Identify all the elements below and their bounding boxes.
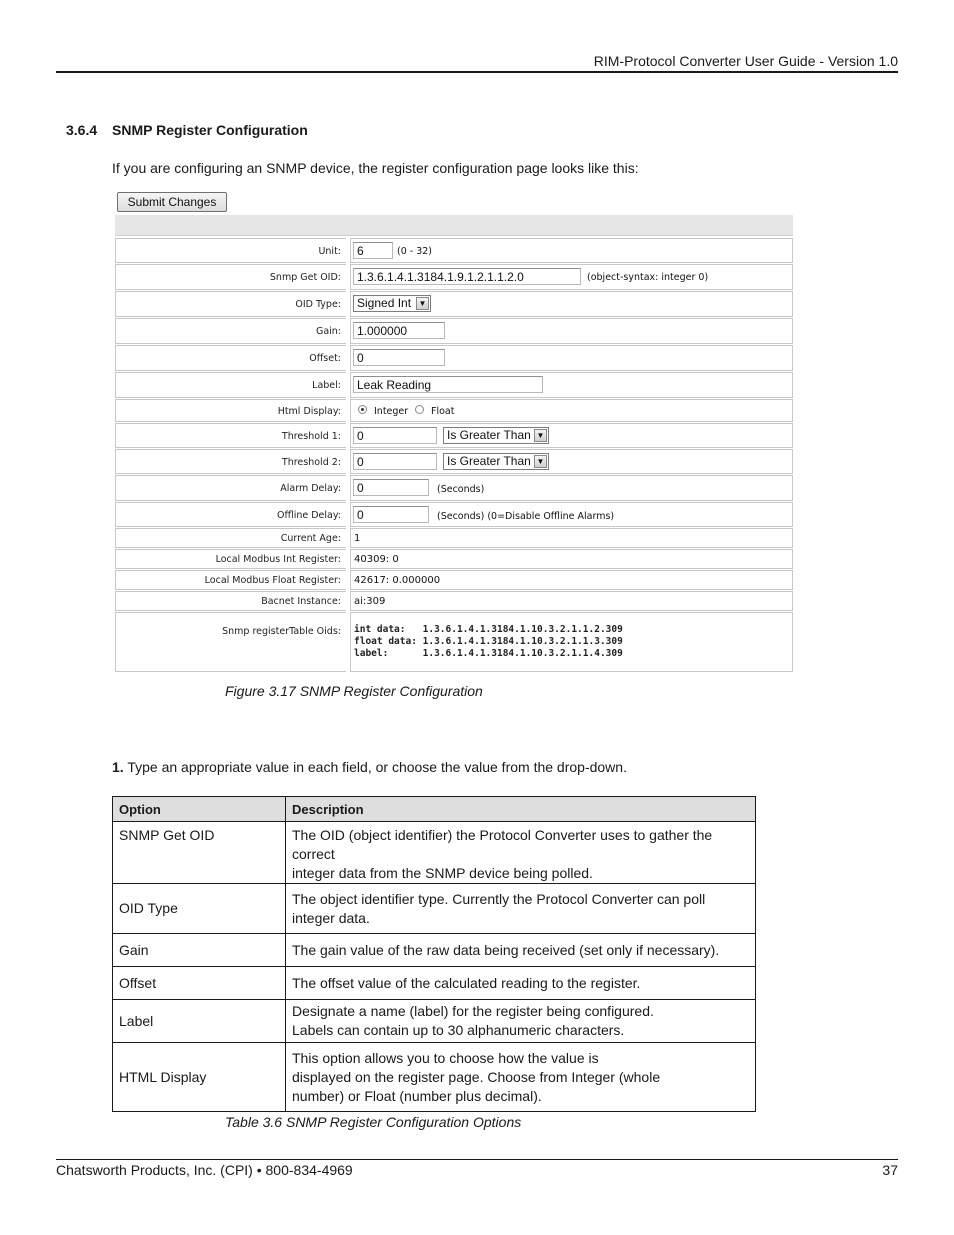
alarm-delay-label: Alarm Delay: <box>115 475 346 501</box>
form-row-modbus-float <box>115 570 793 590</box>
form-row-register-oids <box>115 612 793 672</box>
header-title: RIM-Protocol Converter User Guide - Version 1.0 <box>593 53 898 69</box>
threshold-2-label: Threshold 2: <box>115 449 346 474</box>
footer-rule <box>56 1159 898 1160</box>
table-caption: Table 3.6 SNMP Register Configuration Options <box>225 1114 522 1130</box>
integer-option-label: Integer <box>374 406 409 417</box>
oid-type-select[interactable] <box>353 295 431 312</box>
modbus-int-label: Local Modbus Int Register: <box>115 549 346 569</box>
form-row-label <box>115 372 793 398</box>
oid-type-value: Signed Int <box>357 296 412 310</box>
current-age-value: 1 <box>354 533 361 544</box>
modbus-float-value: 42617: 0.000000 <box>354 575 441 586</box>
modbus-int-value: 40309: 0 <box>354 554 399 565</box>
offline-delay-label: Offline Delay: <box>115 502 346 527</box>
offset-input[interactable]: 0 <box>353 349 445 366</box>
step-number: 1. <box>112 759 124 775</box>
step-text: Type an appropriate value in each field, or choose the value from the drop-down. <box>127 759 627 775</box>
table-header-description: Description <box>286 797 756 822</box>
section-title: SNMP Register Configuration <box>112 122 308 138</box>
form-row-threshold-1 <box>115 423 793 448</box>
form-row-current-age <box>115 528 793 548</box>
form-row-offset <box>115 345 793 371</box>
table-row <box>113 1043 756 1112</box>
alarm-delay-hint: (Seconds) <box>437 484 485 495</box>
form-row-oid <box>115 264 793 290</box>
table-cell-description: The OID (object identifier) the Protocol Converter uses to gather the correct integer data from the SNMP device being polled. <box>286 822 756 884</box>
label-label: Label: <box>115 372 346 398</box>
float-radio[interactable] <box>415 405 424 414</box>
offline-delay-input[interactable]: 0 <box>353 506 429 523</box>
figure-caption: Figure 3.17 SNMP Register Configuration <box>225 683 483 699</box>
table-cell-option: Gain <box>113 934 286 967</box>
form-row-html-display <box>115 399 793 422</box>
threshold-2-condition-select[interactable] <box>443 453 549 470</box>
unit-label: Unit: <box>115 238 346 263</box>
form-row-gain <box>115 318 793 344</box>
chevron-down-icon: ▼ <box>534 429 547 442</box>
table-cell-description: The gain value of the raw data being received (set only if necessary). <box>286 934 756 967</box>
table-header-row <box>113 797 756 822</box>
table-header-option: Option <box>113 797 286 822</box>
current-age-label: Current Age: <box>115 528 346 548</box>
table-cell-option: Offset <box>113 967 286 1000</box>
offset-label: Offset: <box>115 345 346 371</box>
form-row-bacnet <box>115 591 793 611</box>
oid-hint: (object-syntax: integer 0) <box>587 272 709 283</box>
html-display-label: Html Display: <box>115 399 346 422</box>
label-input[interactable]: Leak Reading <box>353 376 543 393</box>
float-option-label: Float <box>431 406 455 417</box>
table-cell-description: Designate a name (label) for the register being configured. Labels can contain up to 30 alphanumeric characters. <box>286 1000 756 1043</box>
register-oids-label: Snmp registerTable Oids: <box>115 612 346 672</box>
table-cell-description: The offset value of the calculated reading to the register. <box>286 967 756 1000</box>
table-row <box>113 967 756 1000</box>
table-row <box>113 1000 756 1043</box>
gain-label: Gain: <box>115 318 346 344</box>
header-rule <box>56 71 898 73</box>
threshold-1-input[interactable]: 0 <box>353 427 437 444</box>
intro-text: If you are configuring an SNMP device, the register configuration page looks like this: <box>112 160 639 176</box>
threshold-1-label: Threshold 1: <box>115 423 346 448</box>
integer-radio[interactable] <box>358 405 367 414</box>
form-row-unit <box>115 238 793 263</box>
form-header-band <box>115 215 793 236</box>
table-cell-description: The object identifier type. Currently the Protocol Converter can poll integer data. <box>286 884 756 934</box>
section-number: 3.6.4 <box>66 122 98 138</box>
oid-input[interactable]: 1.3.6.1.4.1.3184.1.9.1.2.1.1.2.0 <box>353 268 581 285</box>
register-oid-float: float data: 1.3.6.1.4.1.3184.1.10.3.2.1.1.3.309 <box>354 636 623 647</box>
unit-input[interactable]: 6 <box>353 242 393 259</box>
unit-hint: (0 - 32) <box>397 246 433 257</box>
form-row-alarm-delay <box>115 475 793 501</box>
table-cell-option: Label <box>113 1000 286 1043</box>
section-heading <box>66 122 308 138</box>
register-oid-int: int data: 1.3.6.1.4.1.3184.1.10.3.2.1.1.2.309 <box>354 624 623 635</box>
table-row <box>113 934 756 967</box>
bacnet-value: ai:309 <box>354 596 386 607</box>
chevron-down-icon: ▼ <box>534 455 547 468</box>
form-row-threshold-2 <box>115 449 793 474</box>
register-config-figure <box>112 190 794 676</box>
table-cell-option: SNMP Get OID <box>113 822 286 884</box>
modbus-float-label: Local Modbus Float Register: <box>115 570 346 590</box>
gain-input[interactable]: 1.000000 <box>353 322 445 339</box>
form-row-modbus-int <box>115 549 793 569</box>
submit-changes-button[interactable]: Submit Changes <box>117 192 227 212</box>
table-cell-option: HTML Display <box>113 1043 286 1112</box>
bacnet-label: Bacnet Instance: <box>115 591 346 611</box>
form-row-offline-delay <box>115 502 793 527</box>
step-instruction <box>112 759 627 775</box>
threshold-1-condition-select[interactable] <box>443 427 549 444</box>
chevron-down-icon: ▼ <box>416 297 429 310</box>
table-row <box>113 822 756 884</box>
table-cell-option: OID Type <box>113 884 286 934</box>
register-oid-label: label: 1.3.6.1.4.1.3184.1.10.3.2.1.1.4.309 <box>354 648 623 659</box>
oid-type-label: OID Type: <box>115 291 346 317</box>
offline-delay-hint: (Seconds) (0=Disable Offline Alarms) <box>437 511 615 522</box>
footer-company: Chatsworth Products, Inc. (CPI) • 800-834-4969 <box>56 1162 353 1178</box>
threshold-1-condition-value: Is Greater Than <box>447 428 531 442</box>
form-row-oid-type <box>115 291 793 317</box>
threshold-2-condition-value: Is Greater Than <box>447 454 531 468</box>
oid-label: Snmp Get OID: <box>115 264 346 290</box>
alarm-delay-input[interactable]: 0 <box>353 479 429 496</box>
page-number: 37 <box>882 1162 898 1178</box>
options-table <box>112 796 756 1112</box>
table-cell-description: This option allows you to choose how the value is displayed on the register page. Choose from Integer (whole number) or Float (number plus decimal). <box>286 1043 756 1112</box>
threshold-2-input[interactable]: 0 <box>353 453 437 470</box>
table-row <box>113 884 756 934</box>
